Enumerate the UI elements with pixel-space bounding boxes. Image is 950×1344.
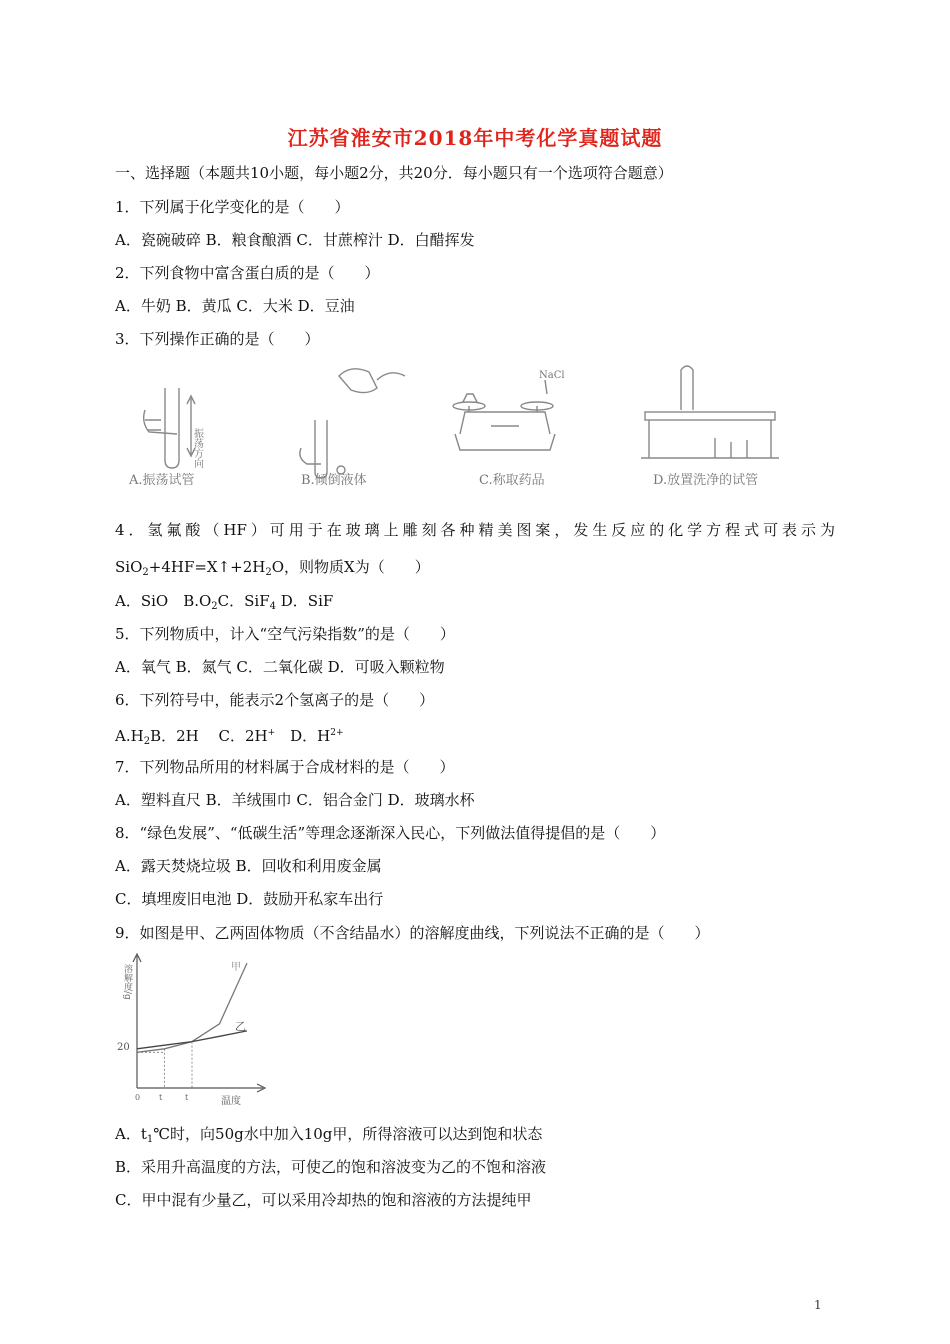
- q6-options: $A.H_2B$．2H C．2H+ D．$H^{2+}$: [115, 727, 344, 747]
- q5-stem: 5．下列物质中，计入“空气污染指数”的是（ ）: [115, 625, 455, 643]
- figure-a-shaking-tube: [144, 388, 195, 468]
- q8-options-1: A．露天焚烧垃圾 B．回收和利用废金属: [115, 857, 382, 875]
- caption-a: A.振荡试管: [129, 473, 195, 488]
- q7-stem: 7．下列物品所用的材料属于合成材料的是（ ）: [115, 758, 455, 776]
- q3-stem: 3．下列操作正确的是（ ）: [115, 330, 320, 348]
- x-tick-t1: t: [159, 1093, 163, 1102]
- q1-stem: 1．下列属于化学变化的是（ ）: [115, 198, 350, 216]
- solubility-chart: [113, 948, 273, 1106]
- q2-stem: 2．下列食物中富含蛋白质的是（ ）: [115, 264, 380, 282]
- q8-stem: 8．“绿色发展”、“低碳生活”等理念逐渐深入民心，下列做法值得提倡的是（ ）: [115, 824, 666, 842]
- x-axis-label: 温度: [221, 1096, 241, 1106]
- q9-option-b: B．采用升高温度的方法，可使乙的饱和溶波变为乙的不饱和溶液: [115, 1158, 547, 1176]
- q4-stem-line1: 4．氢氟酸（HF）可用于在玻璃上雕刻各种精美图案，发生反应的化学方程式可表示为: [115, 521, 835, 539]
- q9-option-c: C．甲中混有少量乙，可以采用冷却热的饱和溶液的方法提纯甲: [115, 1191, 532, 1209]
- exam-title: 江苏省淮安市2018年中考化学真题试题: [287, 126, 663, 150]
- section-heading: 一、选择题（本题共10小题，每小题2分，共20分．每小题只有一个选项符合题意）: [115, 164, 673, 182]
- q5-options: A．氧气 B．氮气 C．二氧化碳 D．可吸入颗粒物: [115, 658, 445, 676]
- q2-options: A．牛奶 B．黄瓜 C．大米 D．豆油: [115, 297, 355, 315]
- nacl-label: NaCl: [539, 370, 565, 381]
- y-tick-20: 20: [117, 1042, 130, 1053]
- caption-d: D.放置洗净的试管: [653, 473, 759, 488]
- q1-options: A．瓷碗破碎 B．粮食酿酒 C．甘蔗榨汁 D．白醋挥发: [115, 231, 475, 249]
- q9-stem: 9．如图是甲、乙两固体物质（不含结晶水）的溶解度曲线，下列说法不正确的是（ ）: [115, 924, 710, 942]
- figure-d-tube-rack: [641, 366, 779, 458]
- series-label-jia: 甲: [231, 962, 241, 973]
- shake-direction-label: 振荡方向: [191, 428, 203, 468]
- page-number: 1: [814, 1298, 822, 1312]
- q9-option-a: A．$t_1℃$时，向50g水中加入10g甲，所得溶液可以达到饱和状态: [115, 1125, 543, 1145]
- q4-options: A．SiO $B.O_2C$．SiF$_4$ D．SiF: [115, 592, 334, 612]
- q4-stem-line2: $SiO_2+4HF=X↑+2H_2O$，则物质X为（ ）: [115, 558, 430, 578]
- q8-options-2: C．填埋废旧电池 D．鼓励开私家车出行: [115, 890, 384, 908]
- caption-c: C.称取药品: [479, 473, 545, 488]
- figure-b-pouring-liquid: [300, 369, 405, 478]
- q7-options: A．塑料直尺 B．羊绒围巾 C．铝合金门 D．玻璃水杯: [115, 791, 475, 809]
- x-tick-0: 0: [135, 1093, 141, 1102]
- series-line-0: [137, 963, 247, 1052]
- q3-operation-figures: [115, 360, 815, 492]
- figure-c-balance: [453, 380, 555, 450]
- caption-b: B.倾倒液体: [301, 473, 367, 488]
- q6-stem: 6．下列符号中，能表示2个氢离子的是（ ）: [115, 691, 435, 709]
- series-label-yi: 乙: [235, 1020, 246, 1033]
- y-axis-label: 溶解度/g: [122, 964, 132, 1000]
- x-tick-t2: t: [185, 1093, 189, 1102]
